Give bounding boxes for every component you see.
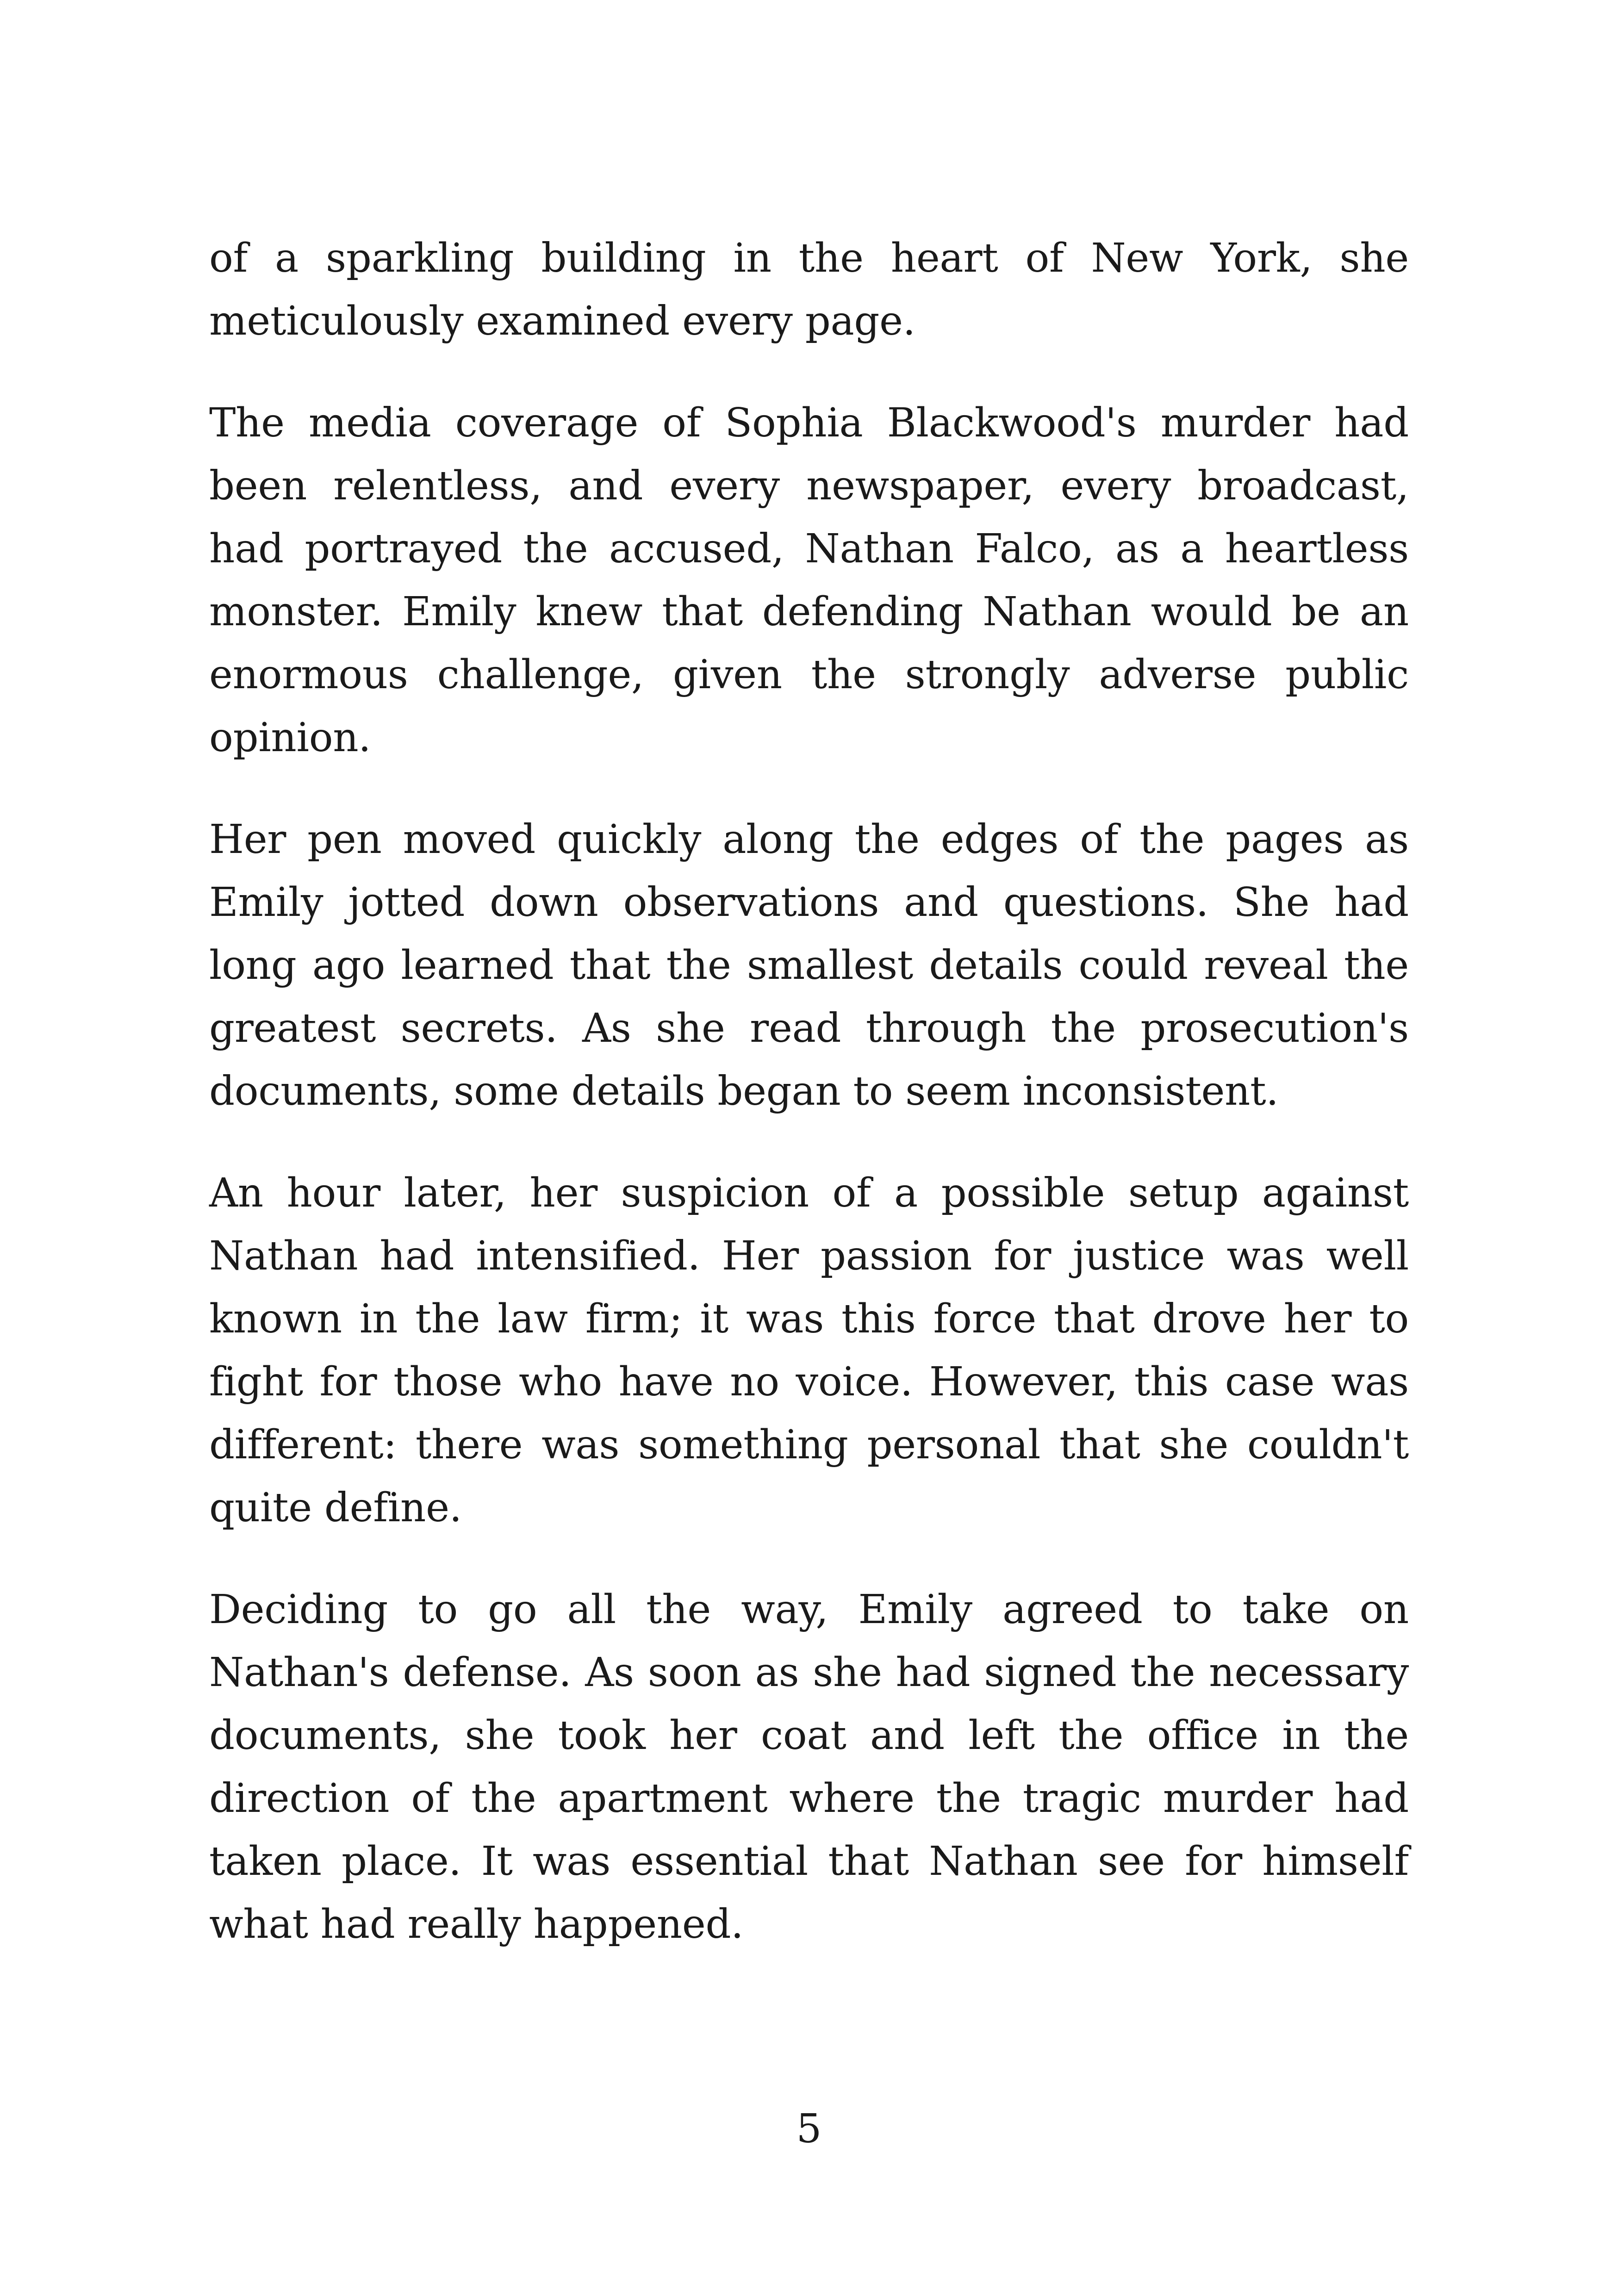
paragraph-2: The media coverage of Sophia Blackwood's murder had been relentless, and every newspaper, every broadcast, had portrayed the accused, Nathan Falco, as a heartless monster. Emily knew that defending Nathan would be an enormous challenge, given the strongly adverse public opinion. bbox=[209, 400, 1409, 761]
body-text bbox=[209, 227, 1409, 1995]
paragraph-5: Deciding to go all the way, Emily agreed to take on Nathan's defense. As soon as she had signed the necessary documents, she took her coat and left the office in the direction of the apartment where the tragic murder had taken place. It was essential that Nathan see for himself what had really happened. bbox=[209, 1587, 1409, 1948]
paragraph-1: of a sparkling building in the heart of New York, she meticulously examined every page. bbox=[209, 235, 1409, 344]
page-number: 5 bbox=[796, 2106, 822, 2152]
paragraph-4: An hour later, her suspicion of a possible setup against Nathan had intensified. Her passion for justice was well known in the law firm; it was this force that drove her to fight for those who have no voice. However, this case was different: there was something personal that she couldn't quite define. bbox=[209, 1170, 1409, 1531]
paragraph-3: Her pen moved quickly along the edges of the pages as Emily jotted down observations and questions. She had long ago learned that the smallest details could reveal the greatest secrets. As she read through the prosecution's documents, some details began to seem inconsistent. bbox=[209, 816, 1409, 1114]
